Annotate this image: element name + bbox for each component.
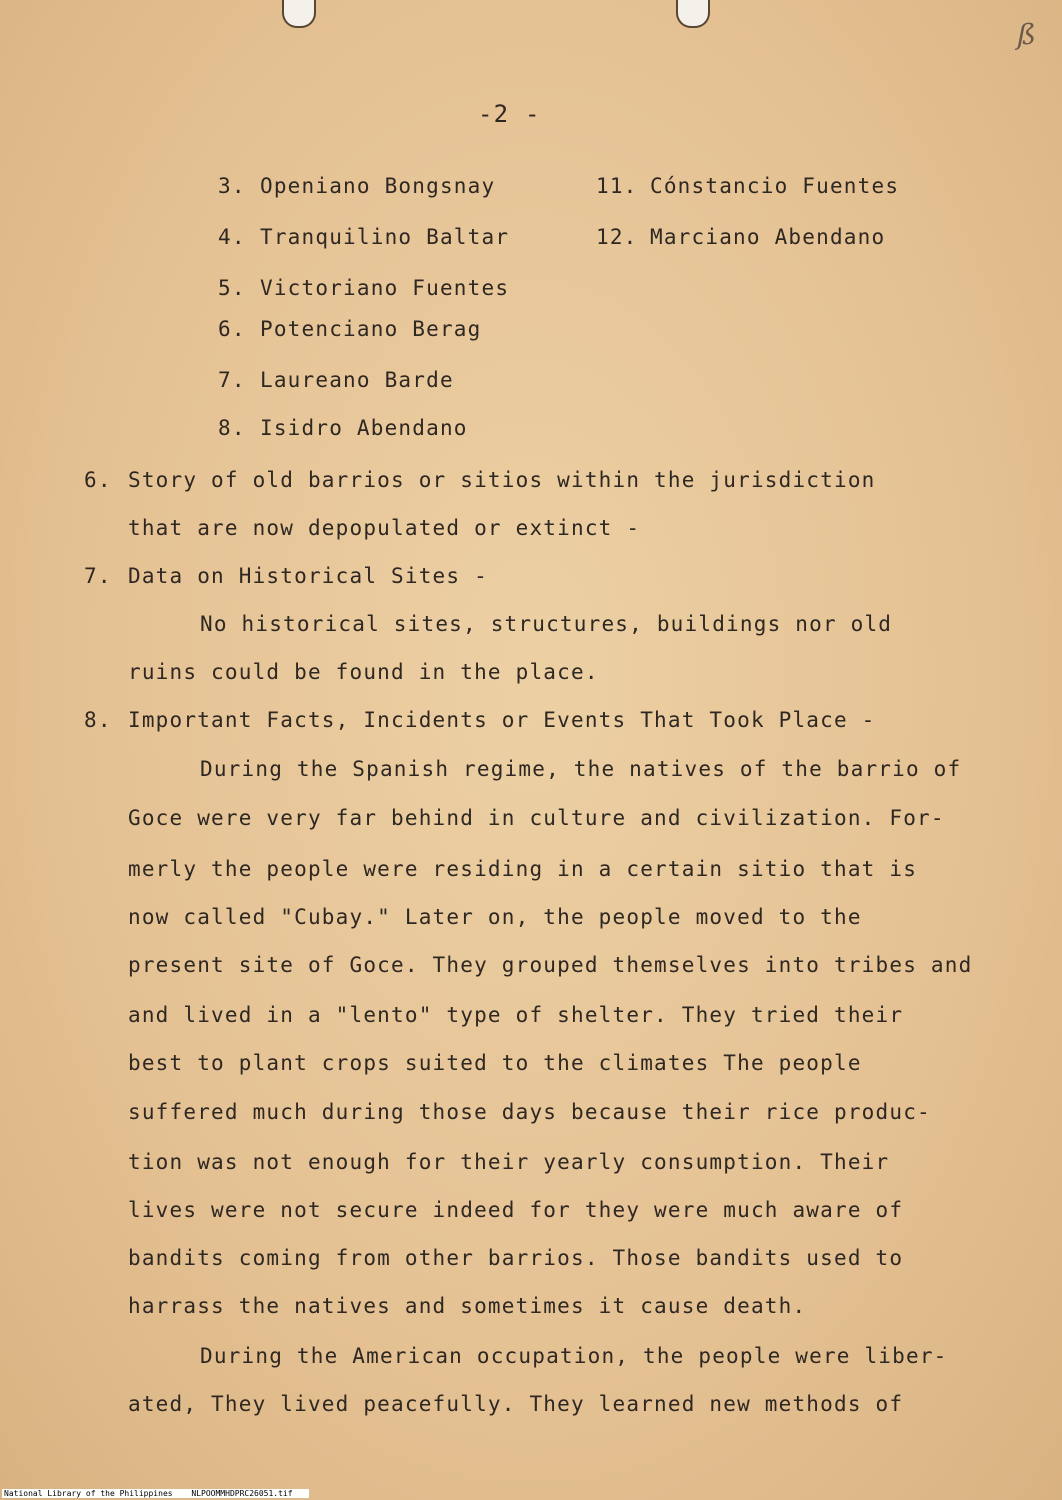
section-8-line-6: and lived in a "lento" type of shelter. They tried their (128, 1003, 904, 1027)
section-8-number: 8. (84, 708, 112, 732)
informant-12-number: 12. (596, 225, 638, 249)
scan-footer (2, 1489, 309, 1498)
informant-6-number: 6. (218, 317, 246, 341)
informant-3-name: Openiano Bongsnay (260, 174, 496, 198)
informant-5-name: Victoriano Fuentes (260, 276, 510, 300)
section-8-line-3: merly the people were residing in a certain sitio that is (128, 857, 918, 881)
informant-12-name: Marciano Abendano (650, 225, 886, 249)
section-8-line-12: harrass the natives and sometimes it cause death. (128, 1294, 807, 1318)
section-8-line-13: During the American occupation, the people were liber- (200, 1344, 948, 1368)
page-number: -2 - (478, 100, 541, 128)
section-6-line-1: Story of old barrios or sitios within the jurisdiction (128, 468, 876, 492)
informant-8-name: Isidro Abendano (260, 416, 468, 440)
section-7-number: 7. (84, 564, 112, 588)
section-8-line-1: During the Spanish regime, the natives of the barrio of (200, 757, 962, 781)
section-8-line-10: lives were not secure indeed for they were much aware of (128, 1198, 904, 1222)
informant-11-number: 11. (596, 174, 638, 198)
footer-file-id: NLPOOMMHDPRC26051.tif (191, 1489, 293, 1498)
informant-7-name: Laureano Barde (260, 368, 454, 392)
section-6-line-2: that are now depopulated or extinct - (128, 516, 641, 540)
informant-5-number: 5. (218, 276, 246, 300)
section-8-line-7: best to plant crops suited to the climates The people (128, 1051, 862, 1075)
punch-hole-right (676, 0, 710, 28)
section-8-line-2: Goce were very far behind in culture and civilization. For- (128, 806, 945, 830)
section-8-line-14: ated, They lived peacefully. They learned new methods of (128, 1392, 904, 1416)
informant-4-name: Tranquilino Baltar (260, 225, 510, 249)
section-8-heading: Important Facts, Incidents or Events That Took Place - (128, 708, 876, 732)
section-8-line-9: tion was not enough for their yearly consumption. Their (128, 1150, 890, 1174)
informant-4-number: 4. (218, 225, 246, 249)
punch-hole-left (282, 0, 316, 28)
section-8-line-5: present site of Goce. They grouped themselves into tribes and (128, 953, 973, 977)
informant-6-name: Potenciano Berag (260, 317, 482, 341)
section-7-heading: Data on Historical Sites - (128, 564, 488, 588)
section-7-line-1: No historical sites, structures, buildings nor old (200, 612, 893, 636)
margin-handwritten-mark: ß (1017, 18, 1036, 51)
informant-8-number: 8. (218, 416, 246, 440)
section-7-line-2: ruins could be found in the place. (128, 660, 599, 684)
footer-library: National Library of the Philippines (4, 1489, 173, 1498)
section-8-line-8: suffered much during those days because their rice produc- (128, 1100, 931, 1124)
informant-7-number: 7. (218, 368, 246, 392)
informant-3-number: 3. (218, 174, 246, 198)
section-6-number: 6. (84, 468, 112, 492)
informant-11-name: Cónstancio Fuentes (650, 174, 900, 198)
section-8-line-11: bandits coming from other barrios. Those bandits used to (128, 1246, 904, 1270)
section-8-line-4: now called "Cubay." Later on, the people moved to the (128, 905, 862, 929)
